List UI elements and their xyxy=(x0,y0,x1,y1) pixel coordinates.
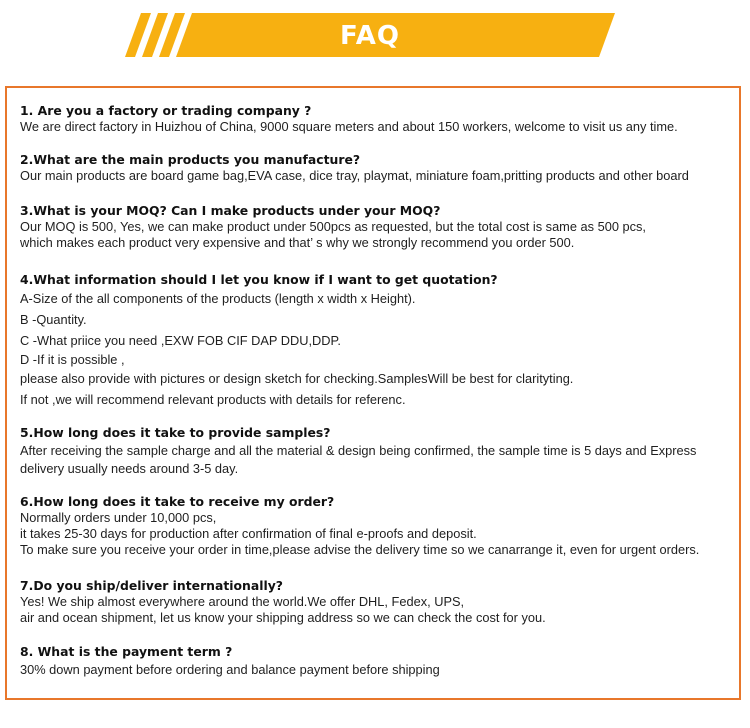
faq-answer-line: A-Size of the all components of the products (length x width x Height). xyxy=(20,291,416,306)
faq-question: 3.What is your MOQ? Can I make products under your MOQ? xyxy=(20,203,441,218)
faq-question: 7.Do you ship/deliver internationally? xyxy=(20,578,283,593)
faq-answer-line: D -If it is possible , xyxy=(20,352,125,367)
faq-answer-line: which makes each product very expensive and that’ s why we strongly recommend you order 500. xyxy=(20,235,575,250)
faq-answer-line: it takes 25-30 days for production after confirmation of final e-proofs and deposit. xyxy=(20,526,477,541)
faq-item xyxy=(20,272,740,408)
page-title: FAQ xyxy=(339,21,400,51)
faq-answer-line: C -What priice you need ,EXW FOB CIF DAP DDU,DDP. xyxy=(20,333,341,348)
faq-answer-line: We are direct factory in Huizhou of China, 9000 square meters and about 150 workers, welcome to visit us any time. xyxy=(20,119,678,134)
faq-answer-line: If not ,we will recommend relevant products with details for referenc. xyxy=(20,392,406,407)
faq-question: 8. What is the payment term ? xyxy=(20,644,233,659)
faq-answer-line: Normally orders under 10,000 pcs, xyxy=(20,510,217,525)
faq-answer-line: please also provide with pictures or design sketch for checking.SamplesWill be best for clarityting. xyxy=(20,371,574,386)
faq-item xyxy=(20,203,740,251)
faq-question: 1. Are you a factory or trading company ? xyxy=(20,103,312,118)
faq-answer-line: delivery usually needs around 3-5 day. xyxy=(20,461,239,476)
faq-answer-line: Our main products are board game bag,EVA case, dice tray, playmat, miniature foam,pritting products and other board xyxy=(20,168,689,183)
faq-answer-line: Yes! We ship almost everywhere around the world.We offer DHL, Fedex, UPS, xyxy=(20,594,465,609)
faq-item xyxy=(20,578,740,626)
faq-answer-line: To make sure you receive your order in time,please advise the delivery time so we canarrange it, even for urgent orders. xyxy=(20,542,700,557)
faq-banner xyxy=(125,13,615,57)
faq-question: 6.How long does it take to receive my order? xyxy=(20,494,335,509)
faq-item xyxy=(20,494,740,558)
faq-answer-line: air and ocean shipment, let us know your shipping address so we can check the cost for you. xyxy=(20,610,546,625)
faq-answer-line: After receiving the sample charge and all the material & design being confirmed, the sample time is 5 days and Express xyxy=(20,443,697,458)
faq-answer-line: Our MOQ is 500, Yes, we can make product under 500pcs as requested, but the total cost is same as 500 pcs, xyxy=(20,219,646,234)
faq-question: 5.How long does it take to provide samples? xyxy=(20,425,331,440)
faq-item xyxy=(20,644,740,678)
faq-question: 2.What are the main products you manufacture? xyxy=(20,152,361,167)
faq-answer-line: B -Quantity. xyxy=(20,312,87,327)
faq-answer-line: 30% down payment before ordering and balance payment before shipping xyxy=(20,662,440,677)
faq-item xyxy=(20,152,740,184)
faq-question: 4.What information should I let you know if I want to get quotation? xyxy=(20,272,498,287)
faq-item xyxy=(20,425,740,477)
faq-item xyxy=(20,103,740,135)
